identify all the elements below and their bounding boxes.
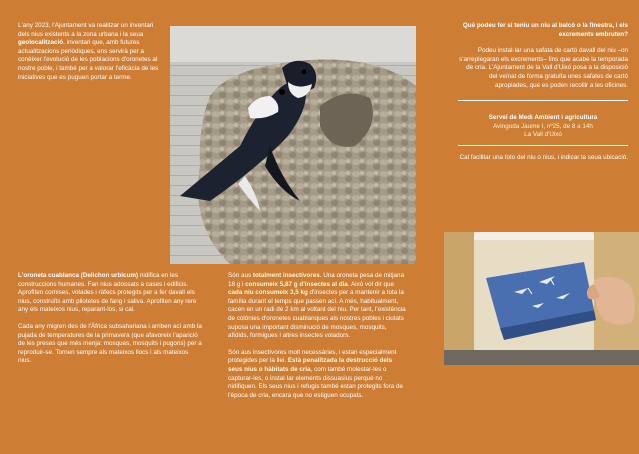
insectivore-paragraph (228, 272, 408, 341)
migration-paragraph: Cada any migren des de l'Àfrica subsahariana i arriben ací amb la pujada de temperatures de la primavera (que afavoreix l'aparició de les preses que més menja: mosques, mosquits i pugons) per a reproduir-se. Tornen sempre als mateixos llocs i als mateixos nius. (18, 322, 202, 365)
swallow-nest-photo (170, 26, 416, 264)
insectivore-info-column (228, 272, 408, 400)
photo-note: Cal facilitar una foto del niu o nius, i indicar la seua ubicació. (459, 153, 628, 161)
text-run: . Una oroneta pesa de mitjana 18 g i (228, 272, 405, 288)
intro-text: L'any 2023, l'Ajuntament va realitzar un inventari dels nius existents a la zona urbana i la seua (18, 22, 154, 38)
service-address: Avinguda Jaume I, nº25, de 8 a 14h (493, 122, 593, 130)
species-info-column (18, 272, 203, 366)
protection-paragraph (228, 349, 408, 401)
service-title: Servei de Medi Ambient i agricultura (488, 114, 598, 122)
swallow-nest-illustration (170, 26, 416, 264)
intro-bold-geolocalitzacio: geolocalització (18, 39, 64, 47)
cardboard-tray-photo (444, 232, 639, 365)
species-paragraph (18, 272, 203, 315)
service-box (458, 100, 628, 146)
species-description: nidifica en les construccions humanes. Fan nius adossats a cases i edificis. Aprofiten cornises, volades i ràfecs protegits per a fer davall els nius, construïts amb pilotetes de fang i saliva. Aprofiten any rere any els mateixos nius, reparant-los, si cal. (18, 272, 197, 314)
question-heading: Què podeu fer si teniu un niu al balcó o la finestra, i els excrements embruten? (462, 22, 628, 38)
highlight-penalty: Està penalitzada la destrucció dels seus nius o hàbitats de cria (228, 357, 393, 373)
highlight-nest-consumption: cada niu consumeix 3,5 kg (228, 289, 308, 297)
intro-text-rest: , inventari que, amb futures actualitzacions periòdiques, ens servirà per a conèixer l'evolució de les poblacions d'oronetes al nostre poble, i també per a valorar l'eficàcia de les iniciatives que es puguen portar a terme. (18, 39, 159, 81)
answer-text: Podeu instal·lar una safata de cartó davall del niu –on s'arreplegaran els excrements– fins que acabe la temporada de cria. L'Ajuntament de la Vall d'Uixó posa a la disposició del veïnat de forma gratuïta unes safates de cartó apropiades, que es poden recollir a les oficines. (459, 47, 628, 89)
intro-paragraph (18, 22, 161, 82)
trays-info-column (458, 22, 628, 163)
service-info (458, 114, 628, 140)
text-run: , com també molestar-les o capturar-les, o instal·lar elements dissuasius perquè no nidifiquen. Els seus nius i refugis també estan protegits fora de l'època de cria, encara que no estiguen ocupats. (228, 365, 404, 399)
tray-illustration (444, 232, 639, 365)
species-name: L'oroneta cuablanca (Delichon urbicum) (18, 272, 139, 279)
highlight-daily-consumption: consumeix 5,87 g d'insectes al dia (245, 280, 348, 288)
highlight-insectivores: totalment insectívores (252, 272, 320, 279)
service-city: La Vall d'Uixó (524, 131, 562, 139)
text-run: Són aus (228, 272, 253, 279)
text-run: d'insectes per a mantenir a tota la família durant el temps que passen ací. A més, habitualment, cacen en un radi de 2 km al voltant del niu. Per tant, l'existència de colònies d'oronetes cuablanques als nostres pobles i ciutats suposa una important disminució de mosques, mosquits, afídids, formigues i altres insectes voladors. (228, 289, 406, 340)
text-run: . Això vol dir que (347, 280, 395, 288)
text-run: Són aus insectívores molt necessàries, i estan especialment protegides per la llei. (228, 348, 397, 365)
